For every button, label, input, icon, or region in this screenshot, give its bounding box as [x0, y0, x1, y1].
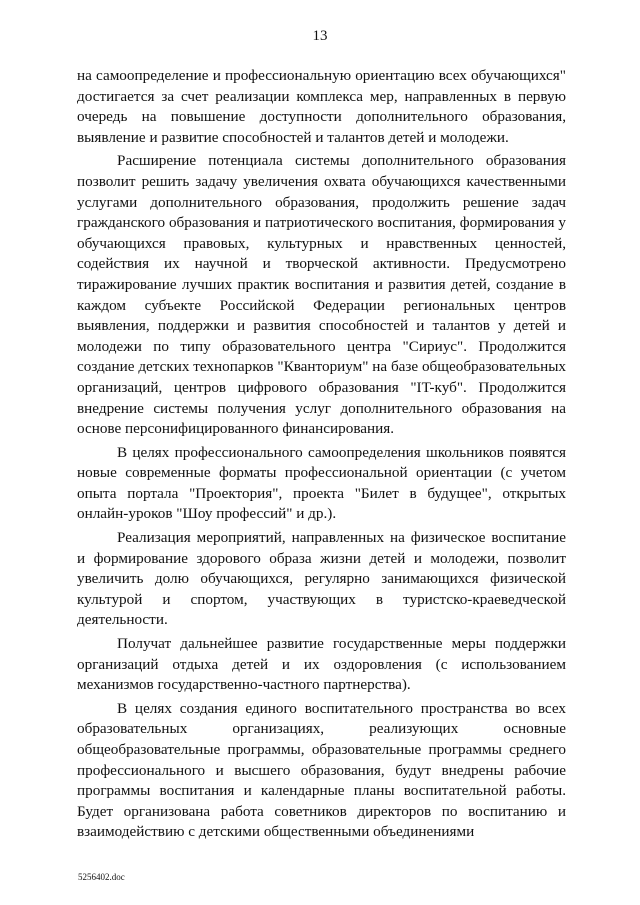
- paragraph-5: Получат дальнейшее развитие государственные меры поддержки организаций отдыха детей и их оздоровления (с использованием механизмов государственно-частного партнерства).: [77, 635, 566, 694]
- paragraph-1: на самоопределение и профессиональную ориентацию всех обучающихся" достигается за счет реализации комплекса мер, направленных в первую очередь на повышение доступности дополнительного образования, выявление и развитие способностей и талантов детей и молодежи.: [77, 67, 566, 146]
- paragraph-3: В целях профессионального самоопределения школьников появятся новые современные форматы профессиональной ориентации (с учетом опыта портала "Проектория", проекта "Билет в будущее", открытых онлайн-уроков "Шоу профессий" и др.).: [77, 443, 566, 523]
- document-body: [77, 66, 566, 843]
- footer-document-code: 5256402.doc: [78, 872, 125, 882]
- page-number: 13: [312, 28, 328, 44]
- paragraph-6: В целях создания единого воспитательного пространства во всех образовательных организациях, реализующих основные общеобразовательные программы, образовательные программы среднего профессионального и высшего образования, будут внедрены рабочие программы воспитания и календарные планы воспитательной работы. Будет организована работа советников директоров по воспитанию и взаимодействию с детскими общественными объединениями: [77, 699, 566, 841]
- paragraph-2: Расширение потенциала системы дополнительного образования позволит решить задачу увеличения охвата обучающихся качественными услугами дополнительного образования, продолжить решение задач гражданского образования и патриотического воспитания, формирования у обучающихся правовых, культурных и нравственных ценностей, содействия их научной и творческой активности. Предусмотрено тиражирование лучших практик воспитания и развития детей, создание в каждом субъекте Российской Федерации региональных центров выявления, поддержки и развития способностей и талантов у детей и молодежи по типу образовательного центра "Сириус". Продолжится создание детских технопарков "Кванториум" на базе общеобразовательных организаций, центров цифрового образования "IT-куб". Продолжится внедрение системы получения услуг дополнительного образования на основе персонифицированного финансирования.: [77, 152, 567, 438]
- paragraph-4: Реализация мероприятий, направленных на физическое воспитание и формирование здорового образа жизни детей и молодежи, позволит увеличить долю обучающихся, регулярно занимающихся физической культурой и спортом, участвующих в туристско-краеведческой деятельности.: [77, 529, 566, 629]
